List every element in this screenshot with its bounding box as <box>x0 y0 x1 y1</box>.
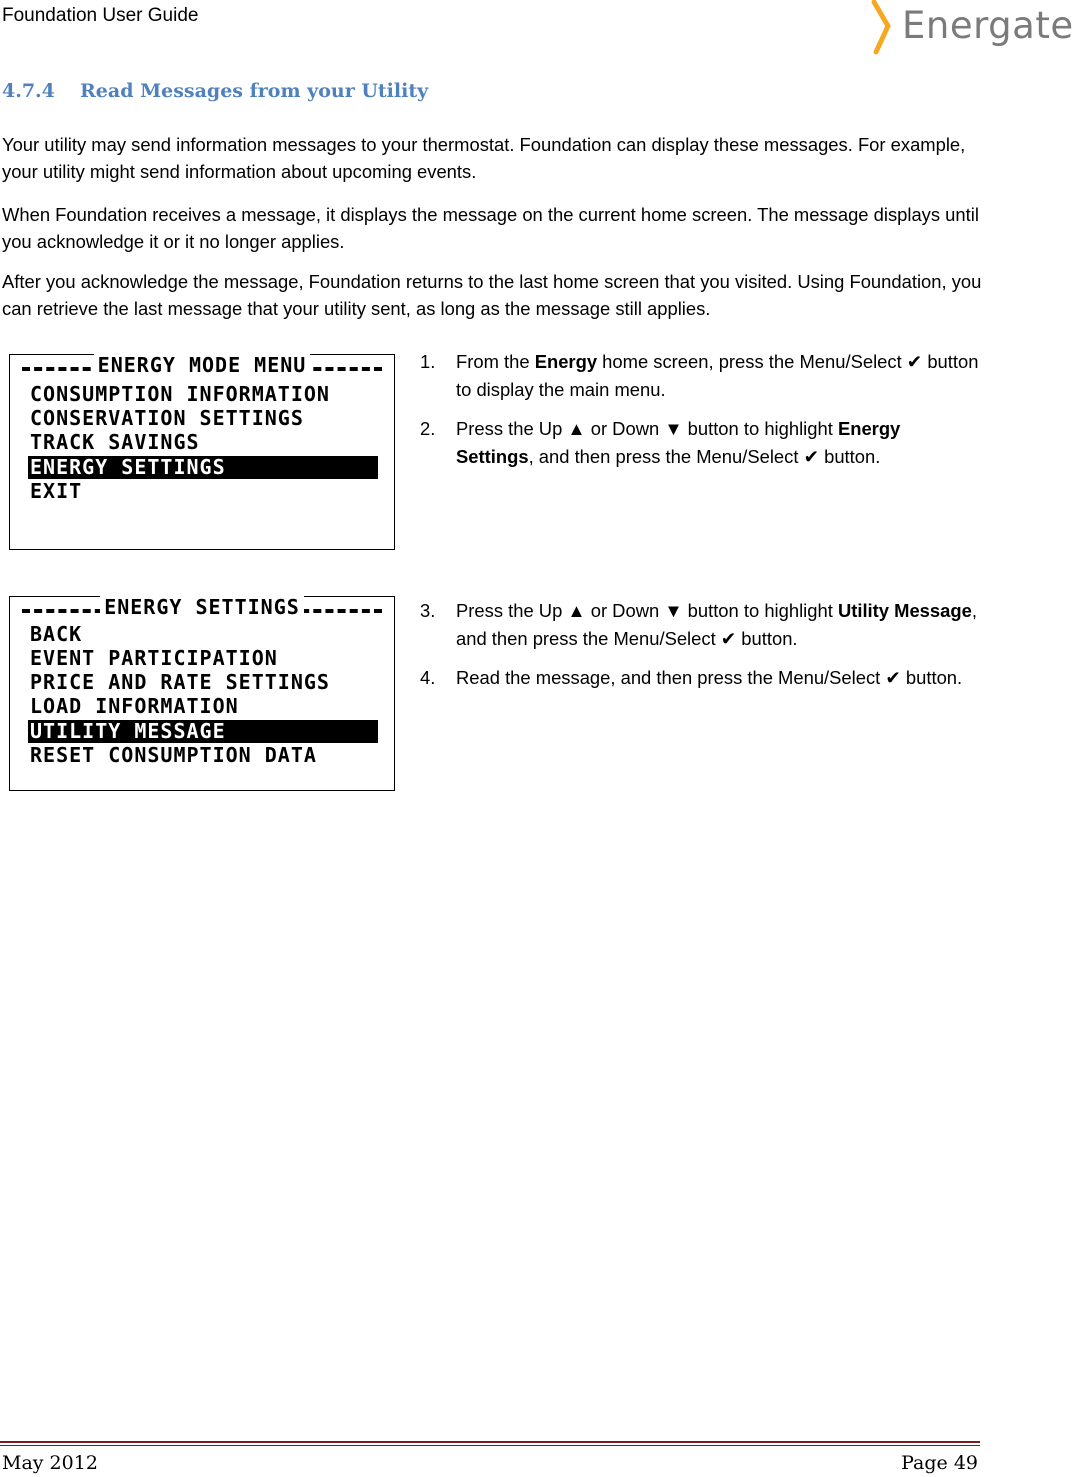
step-item <box>420 664 980 692</box>
step-bold-text: Utility Message <box>837 600 972 621</box>
lcd-menu-item: RESET CONSUMPTION DATA <box>30 743 317 767</box>
footer-rule <box>0 1441 980 1443</box>
step-number: 2. <box>420 418 436 439</box>
section-number: 4.7.4 <box>2 80 55 102</box>
step-text: Press the Up ▲ or Down ▼ button to highlight <box>456 600 838 621</box>
lcd-menu-item-selected: UTILITY MESSAGE <box>28 720 378 743</box>
paragraph: After you acknowledge the message, Foundation returns to the last home screen that you visited. Using Foundation, you can retrieve the last message that your utility sent, as long as the message still applies. <box>2 271 982 319</box>
lcd-menu-item: TRACK SAVINGS <box>30 430 200 454</box>
paragraph: Your utility may send information messages to your thermostat. Foundation can display these messages. For example, your utility might send information about upcoming events. <box>2 134 966 182</box>
footer-page-number: Page 49 <box>901 1452 978 1474</box>
step-text: home screen, press the Menu/Select ✔ button to display the main menu. <box>456 351 979 400</box>
lcd-title: ENERGY SETTINGS <box>10 595 394 619</box>
lcd-menu-item: EVENT PARTICIPATION <box>30 646 278 670</box>
lcd-title: ENERGY MODE MENU <box>10 353 394 377</box>
paragraph: When Foundation receives a message, it displays the message on the current home screen. The message displays until you acknowledge it or it no longer applies. <box>2 204 979 252</box>
step-text: , and then press the Menu/Select ✔ button. <box>456 600 977 649</box>
lcd-menu-item: LOAD INFORMATION <box>30 694 239 718</box>
step-list <box>420 597 980 703</box>
energate-logo <box>870 0 1074 56</box>
section-heading <box>2 80 428 102</box>
step-text: Read the message, and then press the Menu/Select ✔ button. <box>456 667 963 688</box>
section-title: Read Messages from your Utility <box>80 80 429 102</box>
header-title: Foundation User Guide <box>2 5 199 26</box>
step-bold-text: Energy <box>534 351 598 372</box>
step-list <box>420 348 980 482</box>
step-item <box>420 415 980 471</box>
step-number: 1. <box>420 351 436 372</box>
step-bold-text: Energy Settings <box>456 418 901 467</box>
thermostat-screen-energy-settings <box>9 596 395 791</box>
logo-chevron-icon <box>870 0 900 56</box>
step-item <box>420 597 980 653</box>
lcd-menu-item-selected: ENERGY SETTINGS <box>28 456 378 479</box>
lcd-menu-item: PRICE AND RATE SETTINGS <box>30 670 330 694</box>
footer-rule <box>0 1445 980 1446</box>
step-text: , and then press the Menu/Select ✔ button. <box>528 446 881 467</box>
lcd-menu-item: BACK <box>30 622 83 646</box>
logo-text: Energate <box>902 4 1074 47</box>
step-text: Press the Up ▲ or Down ▼ button to highlight <box>456 418 838 439</box>
lcd-menu-item: EXIT <box>30 479 83 503</box>
lcd-menu-item: CONSUMPTION INFORMATION <box>30 382 330 406</box>
lcd-menu-item: CONSERVATION SETTINGS <box>30 406 304 430</box>
step-number: 3. <box>420 600 436 621</box>
step-number: 4. <box>420 667 436 688</box>
step-text: From the <box>456 351 535 372</box>
footer-date: May 2012 <box>2 1452 98 1474</box>
step-item <box>420 348 980 404</box>
thermostat-screen-energy-mode-menu <box>9 354 395 550</box>
